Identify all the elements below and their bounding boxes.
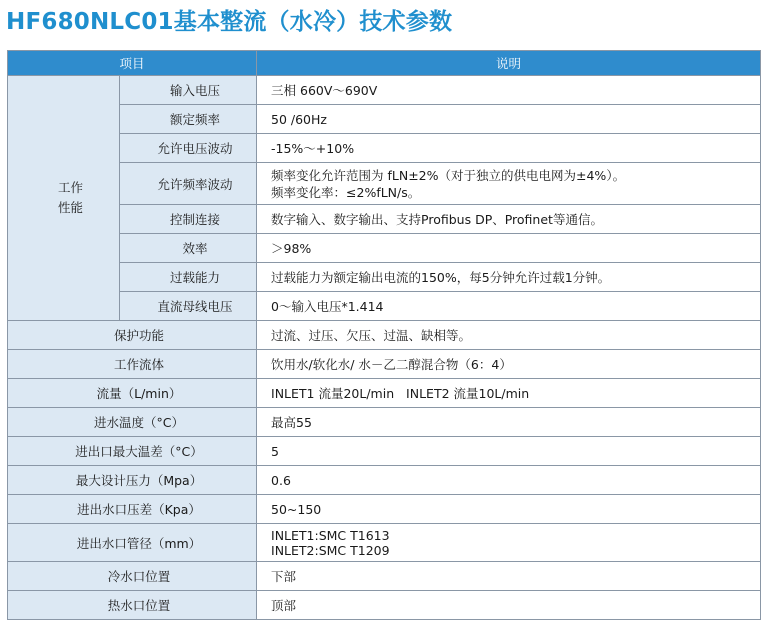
row-value: 过载能力为额定输出电流的150%，每5分钟允许过载1分钟。 xyxy=(257,263,761,292)
row-value: 0～输入电压*1.414 xyxy=(257,292,761,321)
row-label: 进出口最大温差（°C） xyxy=(8,437,257,466)
page-title: HF680NLC01基本整流（水冷）技术参数 xyxy=(6,9,453,35)
row-value: 饮用水/软化水/ 水－乙二醇混合物（6：4） xyxy=(257,350,761,379)
table-row xyxy=(8,105,761,134)
row-value: 数字输入、数字输出、支持Profibus DP、Profinet等通信。 xyxy=(257,205,761,234)
table-row xyxy=(8,163,761,205)
table-header-row xyxy=(8,51,761,76)
table-row xyxy=(8,379,761,408)
row-value-line: INLET1:SMC T1613 xyxy=(271,527,390,543)
row-value: 下部 xyxy=(257,562,761,591)
row-label: 直流母线电压 xyxy=(120,292,257,321)
table-row xyxy=(8,562,761,591)
table-row xyxy=(8,350,761,379)
table-row xyxy=(8,466,761,495)
row-label: 最大设计压力（Mpa） xyxy=(8,466,257,495)
row-label: 进水温度（°C） xyxy=(8,408,257,437)
row-value: 顶部 xyxy=(257,591,761,620)
table-row xyxy=(8,437,761,466)
row-value-line: 频率变化率：≤2%fLN/s。 xyxy=(271,184,421,200)
row-label: 过载能力 xyxy=(120,263,257,292)
table-row xyxy=(8,234,761,263)
row-value: ＞98% xyxy=(257,234,761,263)
row-label: 额定频率 xyxy=(120,105,257,134)
row-value: 50 /60Hz xyxy=(257,105,761,134)
table-row xyxy=(8,321,761,350)
spec-table xyxy=(7,50,761,620)
row-label: 允许频率波动 xyxy=(120,163,257,205)
table-row xyxy=(8,524,761,562)
row-value: 过流、过压、欠压、过温、缺相等。 xyxy=(257,321,761,350)
table-row xyxy=(8,408,761,437)
table-row xyxy=(8,495,761,524)
row-value: 5 xyxy=(257,437,761,466)
row-label: 工作流体 xyxy=(8,350,257,379)
header-item: 项目 xyxy=(8,51,257,76)
row-label: 控制连接 xyxy=(120,205,257,234)
row-label: 效率 xyxy=(120,234,257,263)
table-row xyxy=(8,292,761,321)
table-row xyxy=(8,134,761,163)
table-row xyxy=(8,76,761,105)
row-label: 流量（L/min） xyxy=(8,379,257,408)
row-value xyxy=(257,163,761,205)
row-value xyxy=(257,524,761,562)
row-value-line: INLET2:SMC T1209 xyxy=(271,542,390,558)
row-value: 最高55 xyxy=(257,408,761,437)
row-label: 保护功能 xyxy=(8,321,257,350)
table-row xyxy=(8,591,761,620)
row-value: INLET1 流量20L/min INLET2 流量10L/min xyxy=(257,379,761,408)
row-value: 三相 660V～690V xyxy=(257,76,761,105)
row-value: 0.6 xyxy=(257,466,761,495)
header-description: 说明 xyxy=(257,51,761,76)
table-row xyxy=(8,263,761,292)
category-performance: 工作 性能 xyxy=(8,76,120,321)
row-value: -15%～+10% xyxy=(257,134,761,163)
row-label: 输入电压 xyxy=(120,76,257,105)
row-label: 冷水口位置 xyxy=(8,562,257,591)
row-label: 允许电压波动 xyxy=(120,134,257,163)
row-label: 进出水口管径（mm） xyxy=(8,524,257,562)
row-label: 热水口位置 xyxy=(8,591,257,620)
table-row xyxy=(8,205,761,234)
row-value-line: 频率变化允许范围为 fLN±2%（对于独立的供电电网为±4%）。 xyxy=(271,167,626,183)
row-label: 进出水口压差（Kpa） xyxy=(8,495,257,524)
row-value: 50~150 xyxy=(257,495,761,524)
